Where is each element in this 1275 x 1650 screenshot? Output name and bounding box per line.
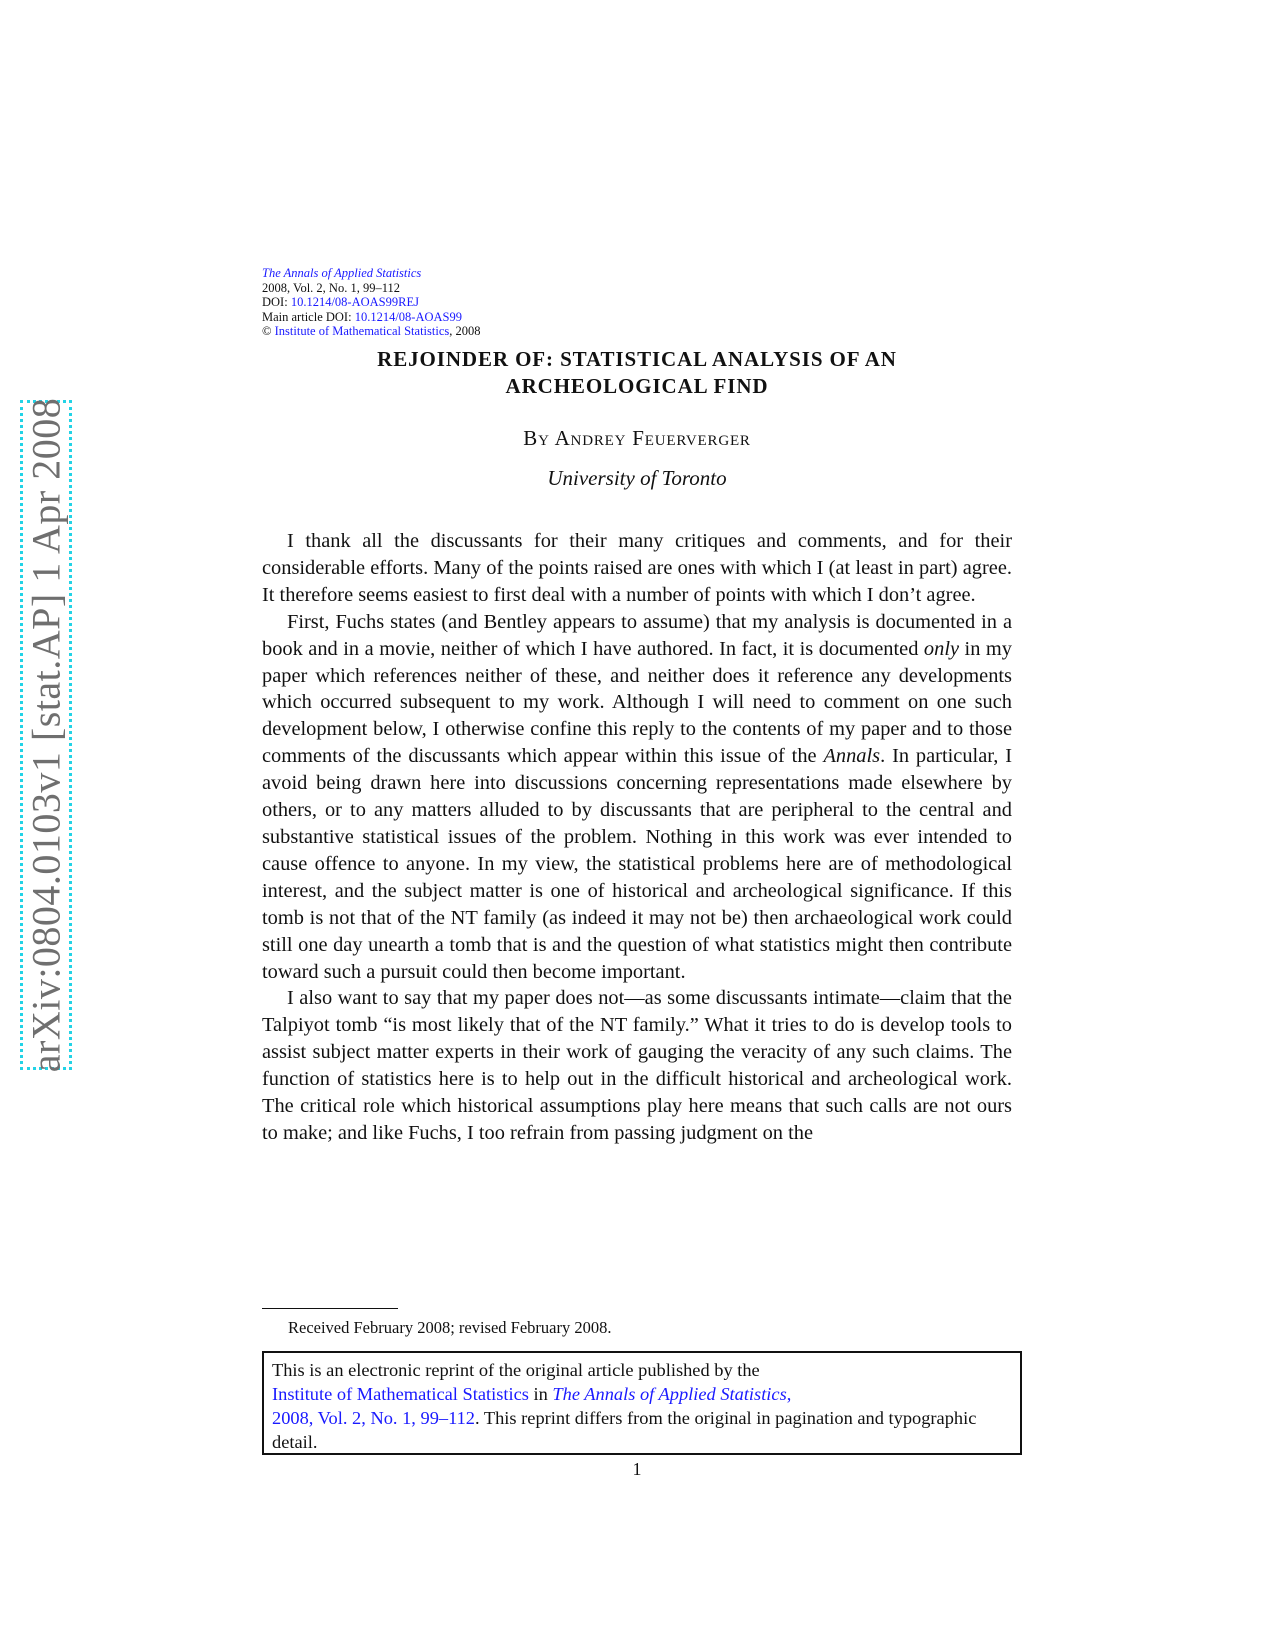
paragraph-1: I thank all the discussants for their many critiques and comments, and for their considerable efforts. Many of the points raised are ones with which I (at least in part) agree. It therefore seems easiest to first deal with a number of points with which I don’t agree. — [262, 530, 1012, 606]
title-line-1: REJOINDER OF: STATISTICAL ANALYSIS OF AN — [377, 347, 897, 371]
footnote-rule — [262, 1308, 398, 1309]
publisher-link[interactable]: Institute of Mathematical Statistics — [274, 324, 450, 339]
title-line-2: ARCHEOLOGICAL FIND — [505, 374, 769, 398]
volume-line: 2008, Vol. 2, No. 1, 99–112 — [262, 280, 400, 295]
paper-title — [262, 346, 1012, 400]
paragraph-2 — [262, 609, 1012, 986]
arxiv-stamp — [20, 397, 72, 1073]
author-affiliation: University of Toronto — [547, 466, 727, 490]
reprint-text-2: . This reprint differs from the original in pagination and typographic detail. — [272, 1408, 977, 1452]
main-doi-link[interactable]: 10.1214/08-AOAS99 — [354, 309, 462, 324]
reprint-notice-box — [262, 1351, 1022, 1455]
doi-link[interactable]: 10.1214/08-AOAS99REJ — [290, 295, 419, 310]
paragraph-2-part-b: in my paper which references neither of these, and neither does it reference any developments which occurred subsequent to my work. Although I will need to comment on one such development below, I otherwise confine this reply to the contents of my paper and to those comments of the discussants which appear within this issue of the — [262, 637, 1012, 768]
reprint-in-word: in — [528, 1384, 553, 1404]
journal-name-link[interactable]: The Annals of Applied Statistics — [262, 266, 422, 280]
paragraph-3: I also want to say that my paper does not—as some discussants intimate—claim that the Talpiyot tomb “is most likely that of the NT family.” What it tries to do is develop tools to assist subject matter experts in their work of gauging the veracity of any such claims. The function of statistics here is to help out in the difficult historical and archeological work. The critical role which historical assumptions play here means that such calls are not ours to make; and like Fuchs, I too refrain from passing judgment on the — [262, 987, 1012, 1144]
emphasis-only: only — [923, 637, 960, 660]
main-doi-label: Main article DOI: — [262, 309, 355, 324]
author-byline: By Andrey Feuerverger — [523, 426, 751, 450]
emphasis-annals: Annals — [823, 745, 881, 768]
doi-label: DOI: — [262, 295, 291, 310]
arxiv-identifier: arXiv:0804.0103v1 [stat.AP] 1 Apr 2008 — [23, 397, 69, 1073]
paragraph-2-part-c: . In particular, I avoid being drawn here into discussions concerning representations made elsewhere by others, or to any matters alluded to by discussants that are peripheral to the central and substantive statistical issues of the problem. Nothing in this work was ever intended to cause offence to anyone. In my view, the statistical problems here are of methodological interest, and the subject matter is one of historical and archeological significance. If this tomb is not that of the NT family (as indeed it may not be) then archaeological work could still one day unearth a tomb that is and the question of what statistics might then contribute toward such a pursuit could then become important. — [262, 745, 1012, 983]
reprint-journal-link[interactable]: The Annals of Applied Statistics — [552, 1384, 787, 1404]
body-text — [262, 528, 1012, 1147]
copyright-icon: © — [262, 324, 272, 339]
paragraph-2-part-a: First, Fuchs states (and Bentley appears to assume) that my analysis is documented in a book and in a movie, neither of which I have authored. In fact, it is documented — [262, 610, 1012, 660]
reprint-text-1: This is an electronic reprint of the original article published by the — [272, 1360, 760, 1380]
reprint-publisher-link[interactable]: Institute of Mathematical Statistics — [272, 1384, 529, 1404]
page-number: 1 — [632, 1459, 642, 1479]
copyright-year: , 2008 — [449, 324, 481, 339]
reprint-volume-link[interactable]: 2008, Vol. 2, No. 1, 99–112 — [272, 1408, 475, 1428]
received-footnote: Received February 2008; revised February 2008. — [288, 1318, 612, 1337]
reprint-comma: , — [786, 1384, 792, 1404]
journal-header — [262, 266, 481, 339]
